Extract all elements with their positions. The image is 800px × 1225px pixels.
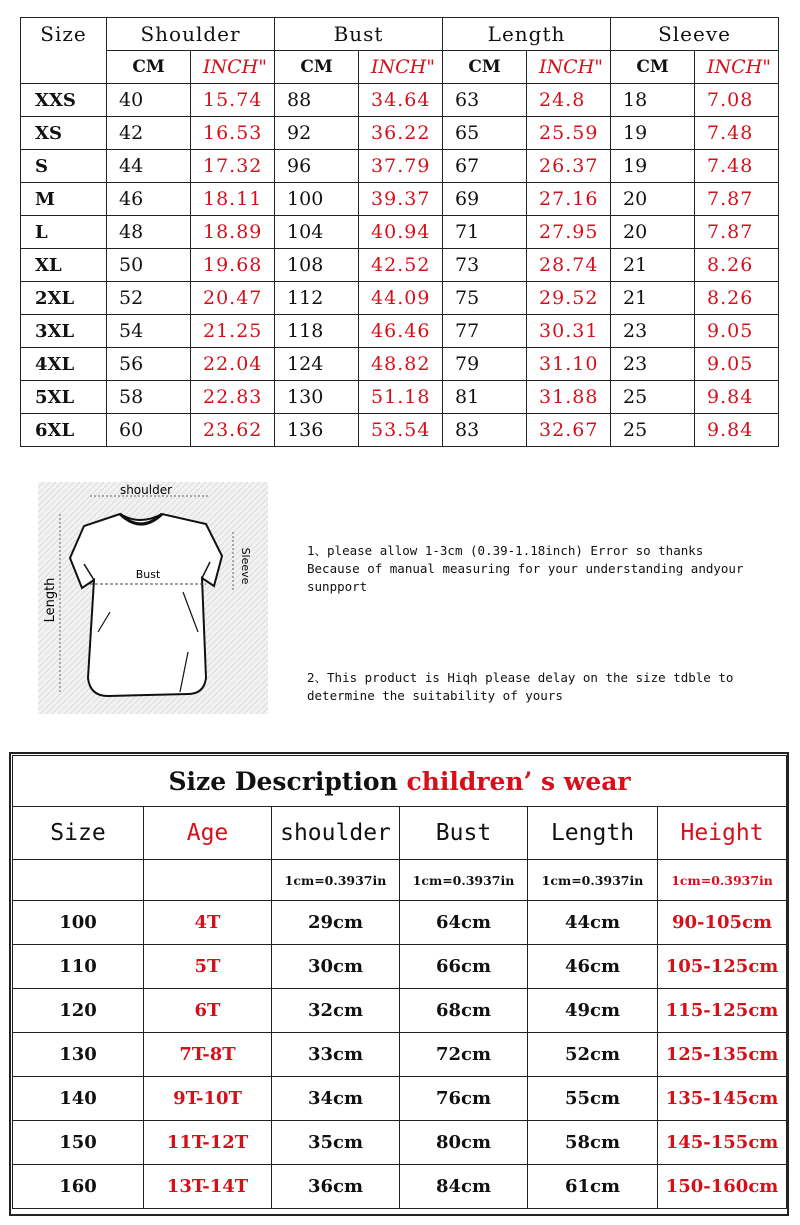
cm-cell: 65: [443, 117, 527, 150]
table-row: [21, 84, 779, 117]
inch-cell: 16.53: [191, 117, 275, 150]
kids-header-size: Size: [13, 807, 144, 860]
size-cell: M: [21, 183, 107, 216]
cm-cell: 50: [107, 249, 191, 282]
kids-header-height: Height: [658, 807, 787, 860]
inch-cell: 9.84: [695, 414, 779, 447]
unit-inch: INCH": [359, 51, 443, 84]
size-cell: 2XL: [21, 282, 107, 315]
length-cell: 49cm: [528, 989, 658, 1033]
inch-cell: 9.84: [695, 381, 779, 414]
kids-header-length: Length: [528, 807, 658, 860]
unit-inch: INCH": [527, 51, 611, 84]
unit-cm: CM: [443, 51, 527, 84]
height-cell: 90-105cm: [658, 901, 787, 945]
age-cell: 5T: [144, 945, 272, 989]
shoulder-cell: 35cm: [272, 1121, 400, 1165]
cm-cell: 73: [443, 249, 527, 282]
table-row: [13, 989, 787, 1033]
height-cell: 145-155cm: [658, 1121, 787, 1165]
size-cell: 160: [13, 1165, 144, 1209]
conversion-cell: 1cm=0.3937in: [658, 860, 787, 901]
unit-cm: CM: [107, 51, 191, 84]
age-cell: 13T-14T: [144, 1165, 272, 1209]
header-bust: Bust: [275, 18, 443, 51]
inch-cell: 26.37: [527, 150, 611, 183]
inch-cell: 37.79: [359, 150, 443, 183]
cm-cell: 124: [275, 348, 359, 381]
bust-cell: 80cm: [400, 1121, 528, 1165]
inch-cell: 28.74: [527, 249, 611, 282]
inch-cell: 21.25: [191, 315, 275, 348]
inch-cell: 27.16: [527, 183, 611, 216]
inch-cell: 48.82: [359, 348, 443, 381]
conversion-cell: 1cm=0.3937in: [528, 860, 658, 901]
inch-cell: 36.22: [359, 117, 443, 150]
cm-cell: 136: [275, 414, 359, 447]
inch-cell: 31.88: [527, 381, 611, 414]
cm-cell: 104: [275, 216, 359, 249]
cm-cell: 96: [275, 150, 359, 183]
inch-cell: 24.8: [527, 84, 611, 117]
bust-cell: 68cm: [400, 989, 528, 1033]
inch-cell: 15.74: [191, 84, 275, 117]
kids-header-bust: Bust: [400, 807, 528, 860]
kids-header-age: Age: [144, 807, 272, 860]
cm-cell: 67: [443, 150, 527, 183]
header-sleeve: Sleeve: [611, 18, 779, 51]
cm-cell: 21: [611, 249, 695, 282]
kids-title-row: [13, 756, 787, 807]
table-row: [13, 1165, 787, 1209]
cm-cell: 79: [443, 348, 527, 381]
cm-cell: 69: [443, 183, 527, 216]
cm-cell: 23: [611, 315, 695, 348]
size-cell: 150: [13, 1121, 144, 1165]
inch-cell: 20.47: [191, 282, 275, 315]
size-cell: 5XL: [21, 381, 107, 414]
size-cell: 4XL: [21, 348, 107, 381]
length-cell: 61cm: [528, 1165, 658, 1209]
note-check-size-table: 2、This product is Hiqh please delay on the size tdble to determine the suitability of yours: [307, 670, 734, 703]
inch-cell: 7.87: [695, 183, 779, 216]
conversion-cell: [13, 860, 144, 901]
length-cell: 52cm: [528, 1033, 658, 1077]
adult-header-row: [21, 18, 779, 51]
cm-cell: 54: [107, 315, 191, 348]
shoulder-cell: 36cm: [272, 1165, 400, 1209]
size-cell: L: [21, 216, 107, 249]
kids-conversion-row: [13, 860, 787, 901]
shoulder-cell: 34cm: [272, 1077, 400, 1121]
cm-cell: 100: [275, 183, 359, 216]
inch-cell: 46.46: [359, 315, 443, 348]
shoulder-cell: 30cm: [272, 945, 400, 989]
table-row: [21, 150, 779, 183]
table-row: [21, 183, 779, 216]
height-cell: 115-125cm: [658, 989, 787, 1033]
cm-cell: 19: [611, 117, 695, 150]
cm-cell: 108: [275, 249, 359, 282]
inch-cell: 18.89: [191, 216, 275, 249]
age-cell: 7T-8T: [144, 1033, 272, 1077]
inch-cell: 44.09: [359, 282, 443, 315]
cm-cell: 112: [275, 282, 359, 315]
inch-cell: 23.62: [191, 414, 275, 447]
kids-header-shoulder: shoulder: [272, 807, 400, 860]
table-row: [13, 901, 787, 945]
size-cell: 6XL: [21, 414, 107, 447]
cm-cell: 23: [611, 348, 695, 381]
conversion-cell: 1cm=0.3937in: [272, 860, 400, 901]
bust-cell: 72cm: [400, 1033, 528, 1077]
inch-cell: 9.05: [695, 348, 779, 381]
size-cell: 140: [13, 1077, 144, 1121]
kids-table-title: [13, 756, 787, 807]
table-row: [13, 945, 787, 989]
cm-cell: 25: [611, 381, 695, 414]
cm-cell: 46: [107, 183, 191, 216]
inch-cell: 18.11: [191, 183, 275, 216]
inch-cell: 8.26: [695, 249, 779, 282]
cm-cell: 56: [107, 348, 191, 381]
cm-cell: 25: [611, 414, 695, 447]
cm-cell: 63: [443, 84, 527, 117]
length-label: Length: [43, 577, 58, 623]
size-cell: 3XL: [21, 315, 107, 348]
title-childrens-wear: children’ s wear: [406, 766, 631, 796]
table-row: [21, 249, 779, 282]
cm-cell: 19: [611, 150, 695, 183]
shoulder-cell: 32cm: [272, 989, 400, 1033]
inch-cell: 30.31: [527, 315, 611, 348]
header-shoulder: Shoulder: [107, 18, 275, 51]
shoulder-cell: 29cm: [272, 901, 400, 945]
inch-cell: 51.18: [359, 381, 443, 414]
table-row: [21, 117, 779, 150]
height-cell: 150-160cm: [658, 1165, 787, 1209]
adult-unit-row: [21, 51, 779, 84]
inch-cell: 40.94: [359, 216, 443, 249]
cm-cell: 20: [611, 216, 695, 249]
inch-cell: 17.32: [191, 150, 275, 183]
cm-cell: 60: [107, 414, 191, 447]
kids-header-row: [13, 807, 787, 860]
inch-cell: 22.83: [191, 381, 275, 414]
title-size-description: Size Description: [168, 766, 407, 796]
bust-label: Bust: [135, 568, 161, 581]
size-cell: XL: [21, 249, 107, 282]
age-cell: 11T-12T: [144, 1121, 272, 1165]
length-cell: 46cm: [528, 945, 658, 989]
table-row: [21, 381, 779, 414]
cm-cell: 88: [275, 84, 359, 117]
height-cell: 135-145cm: [658, 1077, 787, 1121]
table-row: [21, 216, 779, 249]
conversion-cell: 1cm=0.3937in: [400, 860, 528, 901]
cm-cell: 75: [443, 282, 527, 315]
header-size: Size: [21, 18, 107, 84]
size-cell: 110: [13, 945, 144, 989]
table-row: [13, 1121, 787, 1165]
shoulder-cell: 33cm: [272, 1033, 400, 1077]
inch-cell: 25.59: [527, 117, 611, 150]
cm-cell: 81: [443, 381, 527, 414]
cm-cell: 18: [611, 84, 695, 117]
tshirt-measurement-diagram: [38, 482, 268, 714]
cm-cell: 77: [443, 315, 527, 348]
table-row: [13, 1077, 787, 1121]
inch-cell: 19.68: [191, 249, 275, 282]
inch-cell: 34.64: [359, 84, 443, 117]
cm-cell: 52: [107, 282, 191, 315]
age-cell: 6T: [144, 989, 272, 1033]
adult-table-body: [21, 84, 779, 447]
unit-cm: CM: [611, 51, 695, 84]
height-cell: 105-125cm: [658, 945, 787, 989]
shoulder-label: shoulder: [119, 483, 173, 497]
cm-cell: 42: [107, 117, 191, 150]
table-row: [21, 315, 779, 348]
cm-cell: 71: [443, 216, 527, 249]
size-cell: 130: [13, 1033, 144, 1077]
inch-cell: 29.52: [527, 282, 611, 315]
cm-cell: 92: [275, 117, 359, 150]
unit-cm: CM: [275, 51, 359, 84]
cm-cell: 130: [275, 381, 359, 414]
size-cell: 100: [13, 901, 144, 945]
header-length: Length: [443, 18, 611, 51]
inch-cell: 42.52: [359, 249, 443, 282]
table-row: [21, 282, 779, 315]
bust-cell: 66cm: [400, 945, 528, 989]
table-row: [21, 348, 779, 381]
size-cell: XXS: [21, 84, 107, 117]
inch-cell: 7.08: [695, 84, 779, 117]
length-cell: 44cm: [528, 901, 658, 945]
bust-cell: 84cm: [400, 1165, 528, 1209]
age-cell: 4T: [144, 901, 272, 945]
unit-inch: INCH": [191, 51, 275, 84]
inch-cell: 8.26: [695, 282, 779, 315]
adult-size-table: [20, 17, 779, 447]
kids-size-table: [12, 755, 787, 1209]
conversion-cell: [144, 860, 272, 901]
cm-cell: 20: [611, 183, 695, 216]
cm-cell: 48: [107, 216, 191, 249]
note-measurement-error: 1、please allow 1-3cm (0.39-1.18inch) Error so thanks Because of manual measuring for your understanding andyour sunpport: [307, 543, 744, 594]
inch-cell: 22.04: [191, 348, 275, 381]
inch-cell: 7.87: [695, 216, 779, 249]
size-cell: 120: [13, 989, 144, 1033]
inch-cell: 7.48: [695, 117, 779, 150]
cm-cell: 40: [107, 84, 191, 117]
cm-cell: 58: [107, 381, 191, 414]
inch-cell: 31.10: [527, 348, 611, 381]
bust-cell: 76cm: [400, 1077, 528, 1121]
kids-table-body: [13, 901, 787, 1209]
bust-cell: 64cm: [400, 901, 528, 945]
cm-cell: 83: [443, 414, 527, 447]
inch-cell: 7.48: [695, 150, 779, 183]
length-cell: 55cm: [528, 1077, 658, 1121]
sleeve-label: Sleeve: [239, 547, 252, 585]
table-row: [13, 1033, 787, 1077]
inch-cell: 53.54: [359, 414, 443, 447]
size-cell: XS: [21, 117, 107, 150]
unit-inch: INCH": [695, 51, 779, 84]
length-cell: 58cm: [528, 1121, 658, 1165]
cm-cell: 21: [611, 282, 695, 315]
inch-cell: 27.95: [527, 216, 611, 249]
cm-cell: 118: [275, 315, 359, 348]
age-cell: 9T-10T: [144, 1077, 272, 1121]
height-cell: 125-135cm: [658, 1033, 787, 1077]
inch-cell: 32.67: [527, 414, 611, 447]
cm-cell: 44: [107, 150, 191, 183]
inch-cell: 39.37: [359, 183, 443, 216]
inch-cell: 9.05: [695, 315, 779, 348]
size-cell: S: [21, 150, 107, 183]
table-row: [21, 414, 779, 447]
tshirt-icon: [70, 514, 222, 696]
